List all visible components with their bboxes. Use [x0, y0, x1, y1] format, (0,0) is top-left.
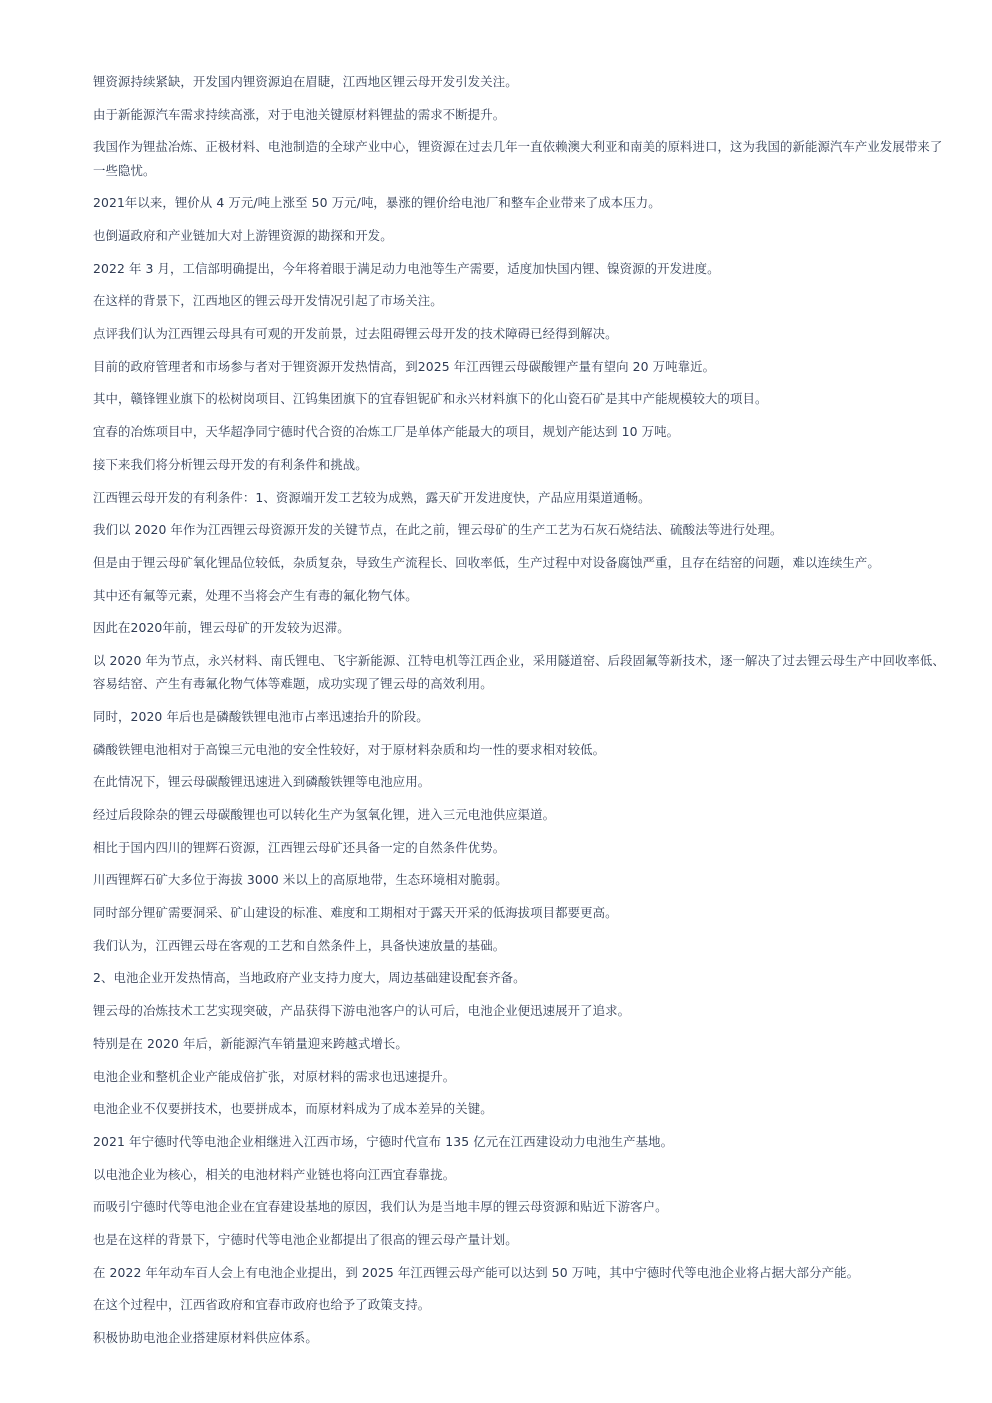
paragraph: 以 2020 年为节点，永兴材料、南氏锂电、飞宇新能源、江特电机等江西企业，采用隧道窑、后段固氟等新技术，逐一解决了过去锂云母生产中回收率低、容易结窑、产生有毒氟化物气体等难题，成功实现了锂云母的高效利用。: [93, 652, 945, 692]
paragraph: 其中，赣锋锂业旗下的松树岗项目、江钨集团旗下的宜春钽铌矿和永兴材料旗下的化山瓷石矿是其中产能规模较大的项目。: [93, 391, 768, 407]
paragraph: 其中还有氟等元素，处理不当将会产生有毒的氟化物气体。: [93, 587, 418, 603]
paragraph: 由于新能源汽车需求持续高涨，对于电池关键原材料锂盐的需求不断提升。: [93, 106, 506, 122]
paragraph: 经过后段除杂的锂云母碳酸锂也可以转化生产为氢氧化锂，进入三元电池供应渠道。: [93, 807, 556, 823]
paragraph: 但是由于锂云母矿氧化锂品位较低，杂质复杂，导致生产流程长、回收率低，生产过程中对设备腐蚀严重，且存在结窑的问题，难以连续生产。: [93, 554, 880, 570]
paragraph: 宜春的冶炼项目中，天华超净同宁德时代合资的冶炼工厂是单体产能最大的项目，规划产能达到 10 万吨。: [93, 424, 680, 440]
paragraph: 锂资源持续紧缺，开发国内锂资源迫在眉睫，江西地区锂云母开发引发关注。: [93, 74, 518, 89]
paragraph: 锂云母的冶炼技术工艺实现突破，产品获得下游电池客户的认可后，电池企业便迅速展开了追求。: [93, 1003, 631, 1019]
paragraph: 磷酸铁锂电池相对于高镍三元电池的安全性较好，对于原材料杂质和均一性的要求相对较低。: [93, 741, 606, 757]
paragraph: 我们以 2020 年作为江西锂云母资源开发的关键节点，在此之前，锂云母矿的生产工艺为石灰石烧结法、硫酸法等进行处理。: [93, 522, 783, 538]
paragraph: 2022 年 3 月，工信部明确提出，今年将着眼于满足动力电池等生产需要，适度加快国内锂、镍资源的开发进度。: [93, 260, 720, 276]
paragraph: 而吸引宁德时代等电池企业在宜春建设基地的原因，我们认为是当地丰厚的锂云母资源和贴近下游客户。: [93, 1199, 668, 1215]
paragraph: 川西锂辉石矿大多位于海拔 3000 米以上的高原地带，生态环境相对脆弱。: [93, 872, 508, 888]
paragraph: 江西锂云母开发的有利条件：1、资源端开发工艺较为成熟，露天矿开发进度快，产品应用渠道通畅。: [93, 489, 651, 505]
paragraph: 我们认为，江西锂云母在客观的工艺和自然条件上，具备快速放量的基础。: [93, 937, 506, 953]
paragraph: 2021 年宁德时代等电池企业相继进入江西市场，宁德时代宣布 135 亿元在江西建设动力电池生产基地。: [93, 1133, 674, 1149]
paragraph: 也倒逼政府和产业链加大对上游锂资源的勘探和开发。: [93, 228, 393, 244]
paragraph: 相比于国内四川的锂辉石资源，江西锂云母矿还具备一定的自然条件优势。: [93, 839, 506, 855]
document-page: [93, 70, 945, 1359]
paragraph: 以电池企业为核心，相关的电池材料产业链也将向江西宜春靠拢。: [93, 1166, 456, 1182]
paragraph: 在此情况下，锂云母碳酸锂迅速进入到磷酸铁锂等电池应用。: [93, 774, 431, 790]
paragraph: 同时，2020 年后也是磷酸铁锂电池市占率迅速抬升的阶段。: [93, 708, 429, 724]
paragraph: 因此在2020年前，锂云母矿的开发较为迟滞。: [93, 620, 350, 636]
paragraph: 点评我们认为江西锂云母具有可观的开发前景，过去阻碍锂云母开发的技术障碍已经得到解决。: [93, 326, 618, 342]
paragraph: 电池企业和整机企业产能成倍扩张，对原材料的需求也迅速提升。: [93, 1068, 456, 1084]
paragraph: 接下来我们将分析锂云母开发的有利条件和挑战。: [93, 456, 368, 472]
paragraph: 在 2022 年年动车百人会上有电池企业提出，到 2025 年江西锂云母产能可以达到 50 万吨，其中宁德时代等电池企业将占据大部分产能。: [93, 1264, 860, 1280]
paragraph: 目前的政府管理者和市场参与者对于锂资源开发热情高，到2025 年江西锂云母碳酸锂产量有望向 20 万吨靠近。: [93, 358, 716, 374]
paragraph: 在这样的背景下，江西地区的锂云母开发情况引起了市场关注。: [93, 293, 443, 309]
paragraph: 2、电池企业开发热情高，当地政府产业支持力度大，周边基础建设配套齐备。: [93, 970, 526, 986]
paragraph: 同时部分锂矿需要洞采、矿山建设的标准、难度和工期相对于露天开采的低海拔项目都要更高。: [93, 905, 618, 921]
paragraph: 2021年以来，锂价从 4 万元/吨上涨至 50 万元/吨，暴涨的锂价给电池厂和整车企业带来了成本压力。: [93, 195, 661, 211]
paragraph: 电池企业不仅要拼技术，也要拼成本，而原材料成为了成本差异的关键。: [93, 1101, 493, 1117]
paragraph: 积极协助电池企业搭建原材料供应体系。: [93, 1330, 318, 1346]
paragraph: 也是在这样的背景下，宁德时代等电池企业都提出了很高的锂云母产量计划。: [93, 1231, 518, 1247]
paragraph: 特别是在 2020 年后，新能源汽车销量迎来跨越式增长。: [93, 1035, 408, 1051]
paragraph: 在这个过程中，江西省政府和宜春市政府也给予了政策支持。: [93, 1297, 431, 1313]
paragraph: 我国作为锂盐冶炼、正极材料、电池制造的全球产业中心，锂资源在过去几年一直依赖澳大利亚和南美的原料进口，这为我国的新能源汽车产业发展带来了一些隐忧。: [93, 139, 943, 178]
